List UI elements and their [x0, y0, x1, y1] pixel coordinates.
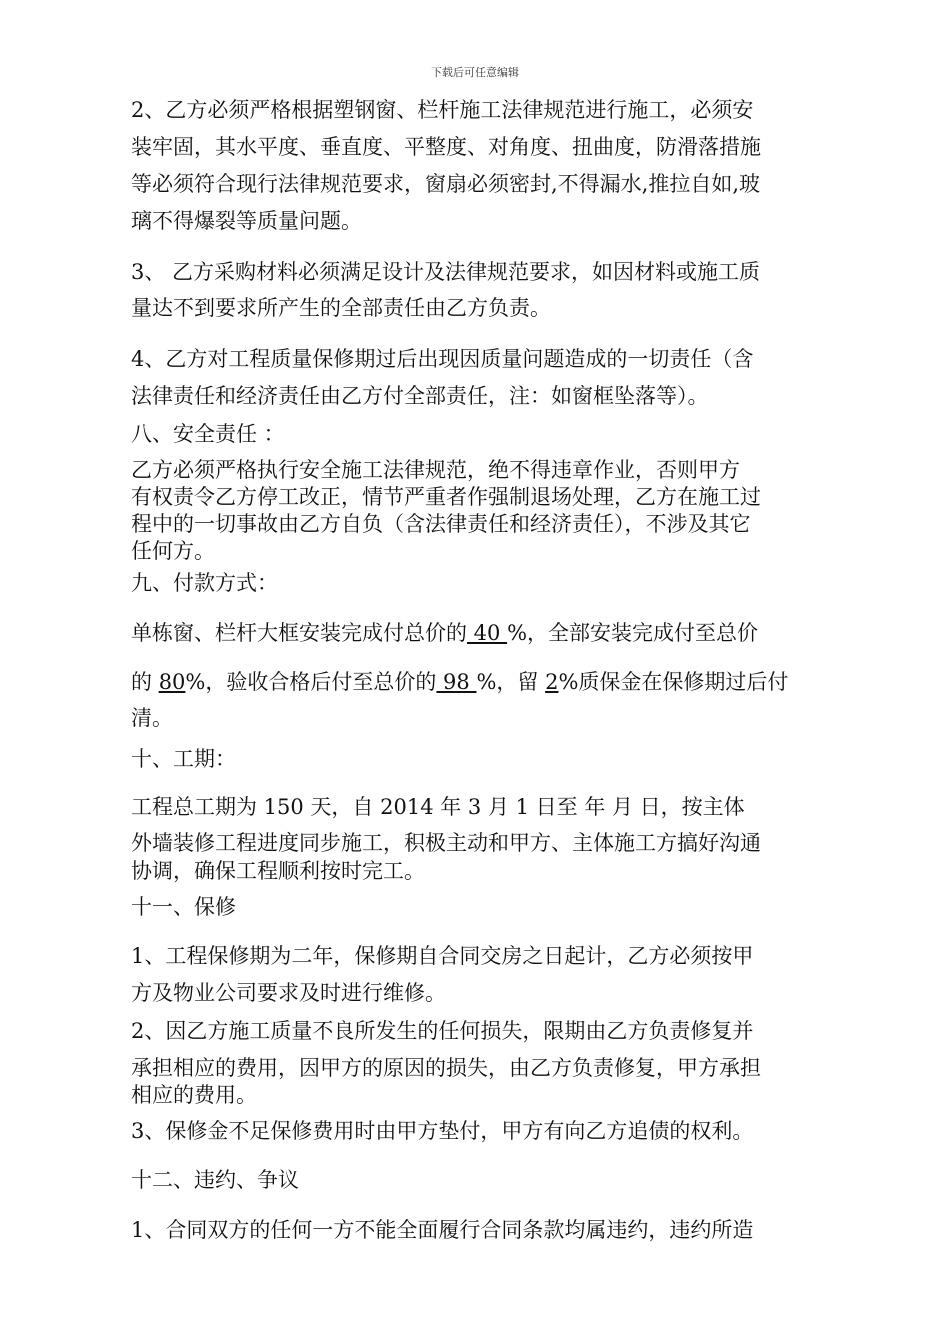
text-line: 乙方必须严格执行安全施工法律规范，绝不得违章作业，否则甲方: [131, 458, 740, 482]
text-line: 相应的费用。: [131, 1083, 257, 1107]
text-line: 2、因乙方施工质量不良所发生的任何损失，限期由乙方负责修复并: [131, 1019, 754, 1043]
text-line: 璃不得爆裂等质量问题。: [131, 209, 362, 233]
text-line: 程中的一切事故由乙方自负（含法律责任和经济责任），不涉及其它: [131, 512, 751, 536]
payment-percent-2: 80: [158, 670, 186, 694]
section-heading: 十一、保修: [131, 895, 236, 919]
payment-text: 的: [131, 670, 159, 694]
text-line: 1、合同双方的任何一方不能全面履行合同条款均属违约，违约所造: [131, 1218, 754, 1242]
payment-text: %，留: [476, 670, 546, 694]
text-line: 外墙装修工程进度同步施工，积极主动和甲方、主体施工方搞好沟通: [131, 831, 761, 855]
payment-line: [131, 619, 851, 647]
payment-text: %，验收合格后付至总价的: [185, 670, 437, 694]
text-line: 工程总工期为 150 天，自 2014 年 3 月 1 日至 年 月 日，按主体: [131, 795, 745, 819]
section-heading: 九、付款方式：: [131, 571, 278, 595]
text-line: 等必须符合现行法律规范要求，窗扇必须密封,不得漏水,推拉自如,玻: [131, 172, 761, 196]
payment-percent-4: 2: [545, 670, 559, 694]
page-header: 下载后可任意编辑: [431, 66, 519, 79]
text-line: 任何方。: [131, 539, 215, 563]
payment-text: 单栋窗、栏杆大框安装完成付总价的: [131, 621, 467, 645]
text-line: 方及物业公司要求及时进行维修。: [131, 981, 446, 1005]
section-heading: 十二、违约、争议: [131, 1168, 299, 1192]
payment-line: [131, 668, 851, 696]
payment-percent-3: 98: [436, 670, 477, 694]
text-line: 装牢固，其水平度、垂直度、平整度、对角度、扭曲度，防滑落措施: [131, 135, 761, 159]
payment-text: %质保金在保修期过后付: [558, 670, 789, 694]
text-line: 2、乙方必须严格根据塑钢窗、栏杆施工法律规范进行施工，必须安: [131, 98, 754, 122]
text-line: 协调，确保工程顺利按时完工。: [131, 859, 425, 883]
text-line: 1、工程保修期为二年，保修期自合同交房之日起计，乙方必须按甲: [131, 944, 754, 968]
text-line: 有权责令乙方停工改正，情节严重者作强制退场处理，乙方在施工过: [131, 485, 761, 509]
text-line: 3、 乙方采购材料必须满足设计及法律规范要求，如因材料或施工质: [131, 260, 761, 284]
text-line: 3、保修金不足保修费用时由甲方垫付，甲方有向乙方追债的权利。: [131, 1119, 754, 1143]
payment-percent-1: 40: [467, 621, 508, 645]
text-line: 法律责任和经济责任由乙方付全部责任，注：如窗框坠落等）。: [131, 384, 709, 408]
payment-line: 清。: [131, 706, 173, 730]
section-heading: 八、安全责任 ：: [131, 422, 285, 446]
text-line: 承担相应的费用，因甲方的原因的损失，由乙方负责修复，甲方承担: [131, 1056, 761, 1080]
text-line: 4、乙方对工程质量保修期过后出现因质量问题造成的一切责任（含: [131, 347, 754, 371]
section-heading: 十、工期：: [131, 747, 236, 771]
payment-text: %，全部安装完成付至总价: [507, 621, 759, 645]
text-line: 量达不到要求所产生的全部责任由乙方负责。: [131, 296, 551, 320]
